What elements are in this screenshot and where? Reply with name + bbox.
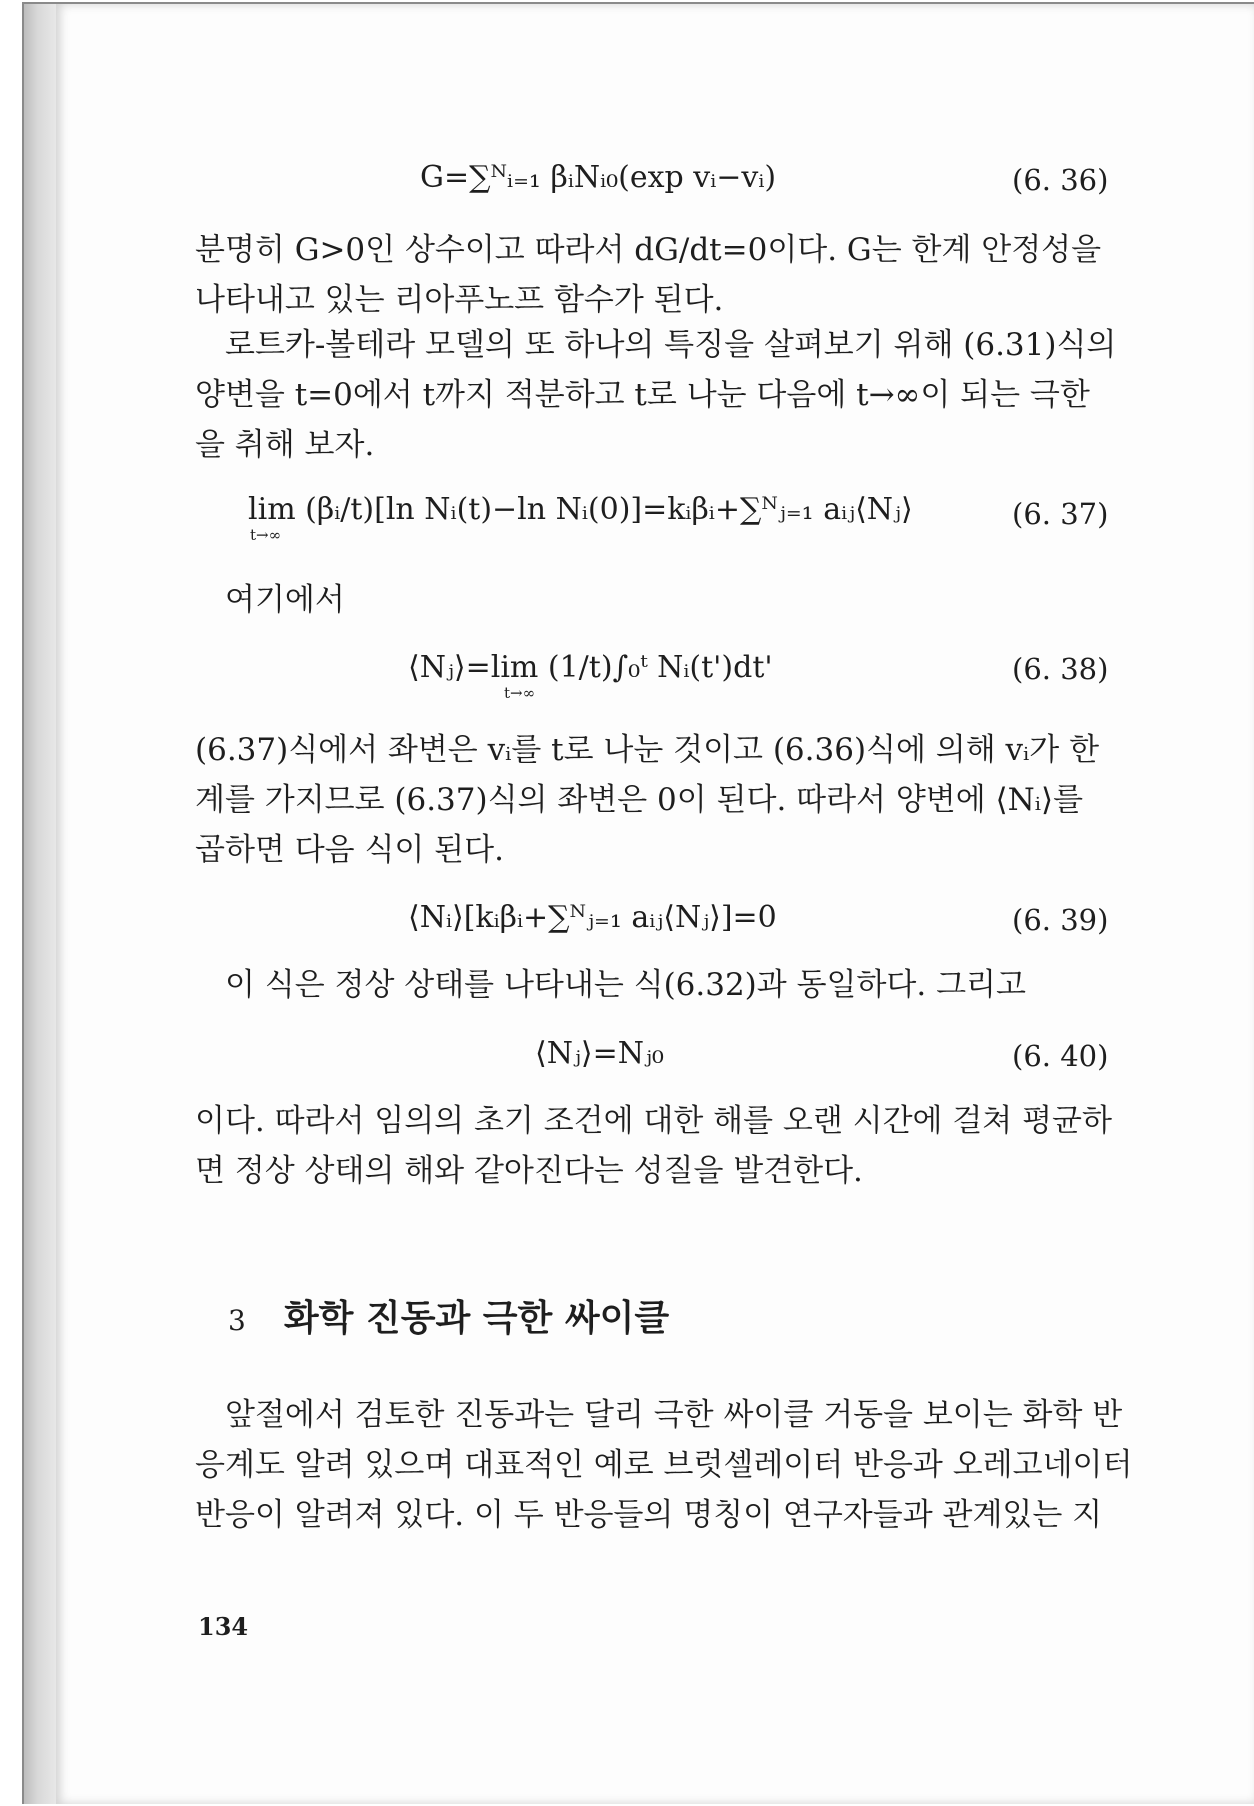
text-line: 계를 가지므로 (6.37)식의 좌변은 0이 된다. 따라서 양변에 ⟨Nᵢ⟩를 <box>195 782 1084 818</box>
equation-6-38 <box>408 650 773 685</box>
equation-number: (6. 40) <box>1012 1039 1109 1073</box>
limit-subscript: t→∞ <box>504 684 536 702</box>
text-line: (6.37)식에서 좌변은 vᵢ를 t로 나눈 것이고 (6.36)식에 의해 vᵢ가 한 <box>195 732 1100 768</box>
equation-number: (6. 37) <box>1012 497 1109 531</box>
paragraph-average <box>195 1096 1112 1196</box>
paragraph-where <box>195 575 1105 625</box>
section-title: 화학 진동과 극한 싸이클 <box>283 1297 670 1339</box>
equation-formula: lim (βᵢ/t)[ln Nᵢ(t)−ln Nᵢ(0)]=kᵢβᵢ+∑ᴺⱼ₌₁ aᵢⱼ⟨Nⱼ⟩ <box>248 492 913 527</box>
equation-number: (6. 39) <box>1012 903 1109 937</box>
section-heading <box>228 1290 669 1341</box>
text-line: 양변을 t=0에서 t까지 적분하고 t로 나눈 다음에 t→∞이 되는 극한 <box>195 377 1090 413</box>
equation-6-36 <box>420 160 776 195</box>
text-line: 앞절에서 검토한 진동과는 달리 극한 싸이클 거동을 보이는 화학 반 <box>225 1397 1123 1433</box>
equation-number: (6. 38) <box>1012 652 1109 686</box>
equation-formula: ⟨Nᵢ⟩[kᵢβᵢ+∑ᴺⱼ₌₁ aᵢⱼ⟨Nⱼ⟩]=0 <box>408 900 777 935</box>
book-spine-edge <box>22 4 58 1804</box>
paragraph-steady-state <box>195 960 1105 1010</box>
equation-6-39 <box>408 900 777 935</box>
equation-6-40 <box>535 1036 664 1071</box>
equation-formula: ⟨Nⱼ⟩=lim (1/t)∫₀ᵗ Nᵢ(t')dt' <box>408 650 773 685</box>
paragraph-left-side <box>195 725 1105 875</box>
text-line: 반응이 알려져 있다. 이 두 반응들의 명칭이 연구자들과 관계있는 지 <box>195 1497 1103 1533</box>
text-line: 면 정상 상태의 해와 같아진다는 성질을 발견한다. <box>195 1153 863 1189</box>
page-number: 134 <box>198 1612 249 1641</box>
text-line: 로트카-볼테라 모델의 또 하나의 특징을 살펴보기 위해 (6.31)식의 <box>225 327 1117 363</box>
equation-number: (6. 36) <box>1012 163 1109 197</box>
equation-formula: G=∑ᴺᵢ₌₁ βᵢNᵢ₀(exp vᵢ−vᵢ) <box>420 160 777 195</box>
text-line: 을 취해 보자. <box>195 427 375 463</box>
text-line: 곱하면 다음 식이 된다. <box>195 832 504 868</box>
paragraph-lyapunov <box>195 225 1105 325</box>
text-line: 이 식은 정상 상태를 나타내는 식(6.32)과 동일하다. 그리고 <box>225 967 1026 1003</box>
equation-6-37 <box>248 492 913 527</box>
paragraph-lotka-volterra <box>195 320 1117 470</box>
limit-subscript: t→∞ <box>250 526 282 544</box>
text-line: 여기에서 <box>225 582 345 618</box>
text-line: 이다. 따라서 임의의 초기 조건에 대한 해를 오랜 시간에 걸쳐 평균하 <box>195 1103 1112 1139</box>
paragraph-limit-cycle <box>195 1390 1133 1540</box>
equation-formula: ⟨Nⱼ⟩=Nⱼ₀ <box>535 1036 664 1071</box>
text-line: 분명히 G>0인 상수이고 따라서 dG/dt=0이다. G는 한계 안정성을 <box>195 232 1102 268</box>
text-line: 응계도 알려 있으며 대표적인 예로 브럿셀레이터 반응과 오레고네이터 <box>195 1447 1133 1483</box>
text-line: 나타내고 있는 리아푸노프 함수가 된다. <box>195 282 724 318</box>
section-number: 3 <box>228 1304 246 1337</box>
